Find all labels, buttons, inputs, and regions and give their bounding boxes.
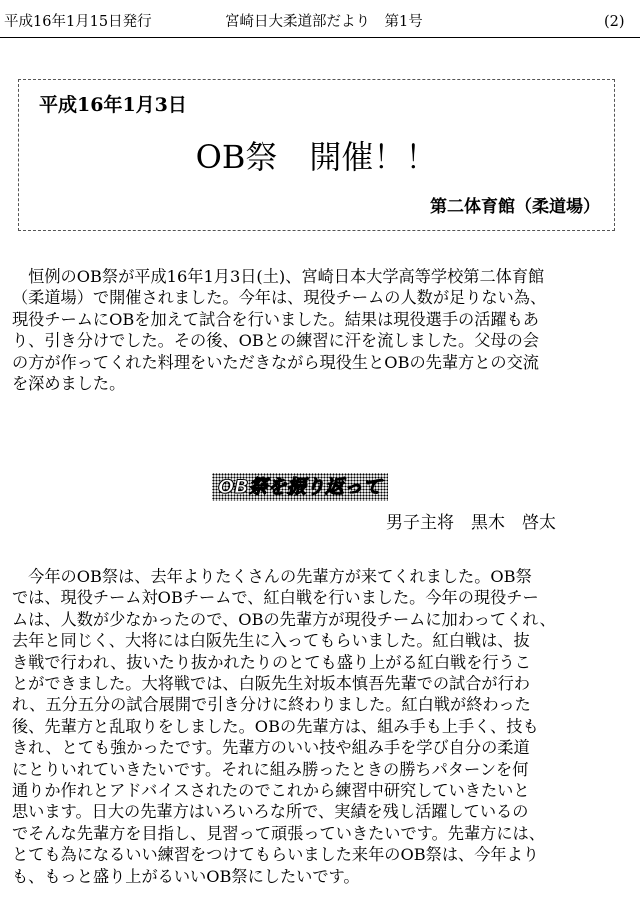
report-line: とができました。大将戦では、白阪先生対坂本慎吾先輩での試合が行わ [12,674,530,694]
intro-paragraph [12,266,628,394]
page-header [0,0,640,36]
report-line: れ、五分五分の試合展開で引き分けに終わりました。紅白戦が終わった [12,695,531,715]
report-paragraph [12,566,628,887]
report-line: ムは、人数が少なかったので、OBの先輩方が現役チームに加わってくれ、 [12,609,556,629]
issue-date: 平成16年1月15日発行 [4,14,152,30]
report-line: 思います。日大の先輩方はいろいろな所で、実績を残し活躍しているの [12,802,529,822]
header-divider [0,37,640,38]
event-title: OB祭 開催！！ [195,138,438,176]
author-byline: 男子主将 黒木 啓太 [386,513,556,533]
event-venue: 第二体育館（柔道場） [430,197,600,217]
report-line: きれ、とても強かったです。先輩方のいい技や組み手を学び自分の柔道 [12,738,530,758]
report-line: 後、先輩方と乱取りをしました。OBの先輩方は、組み手も上手く、技も [12,716,539,736]
event-date: 平成16年1月3日 [39,94,187,116]
intro-line: を深めました。 [12,374,126,394]
intro-line: 恒例のOB祭が平成16年1月3日(土)、宮崎日本大学高等学校第二体育館 [12,267,545,286]
report-line: とても為になるいい練習をつけてもらいました来年のOB祭は、今年より [12,845,539,865]
report-line: でそんな先輩方を目指し、見習って頑張っていきたいです。先輩方には、 [12,823,545,843]
intro-line: （柔道場）で開催されました。今年は、現役チームの人数が足りない為、 [12,288,547,308]
report-line: も、もっと盛り上がるいいOB祭にしたいです。 [12,866,360,886]
section-heading: OB祭を振り返って [212,473,388,501]
report-line: 今年のOB祭は、去年よりたくさんの先輩方が来てくれました。OB祭 [12,567,532,586]
intro-line: 現役チームにOBを加えて試合を行いました。結果は現役選手の活躍もあ [12,309,539,329]
page-number: (2) [604,14,625,30]
report-line: にとりいれていきたいです。それに組み勝ったときの勝ちパターンを何 [12,759,529,779]
report-line: 去年と同じく、大将には白阪先生に入ってもらいました。紅白戦は、抜 [12,631,530,651]
intro-line: の方が作ってくれた料理をいただきながら現役生とOBの先輩方との交流 [12,352,539,372]
newsletter-title: 宮崎日大柔道部だより 第1号 [225,14,423,30]
announcement-box [18,79,615,231]
report-line: 通りか作れとアドバイスされたのでこれから練習中研究していきたいと [12,781,530,801]
report-line: では、現役チーム対OBチームで、紅白戦を行いました。今年の現役チー [12,588,539,608]
intro-line: り、引き分けでした。その後、OBとの練習に汗を流しました。父母の会 [12,331,539,351]
report-line: き戦で行われ、抜いたり抜かれたりのとても盛り上がる紅白戦を行うこ [12,652,531,672]
